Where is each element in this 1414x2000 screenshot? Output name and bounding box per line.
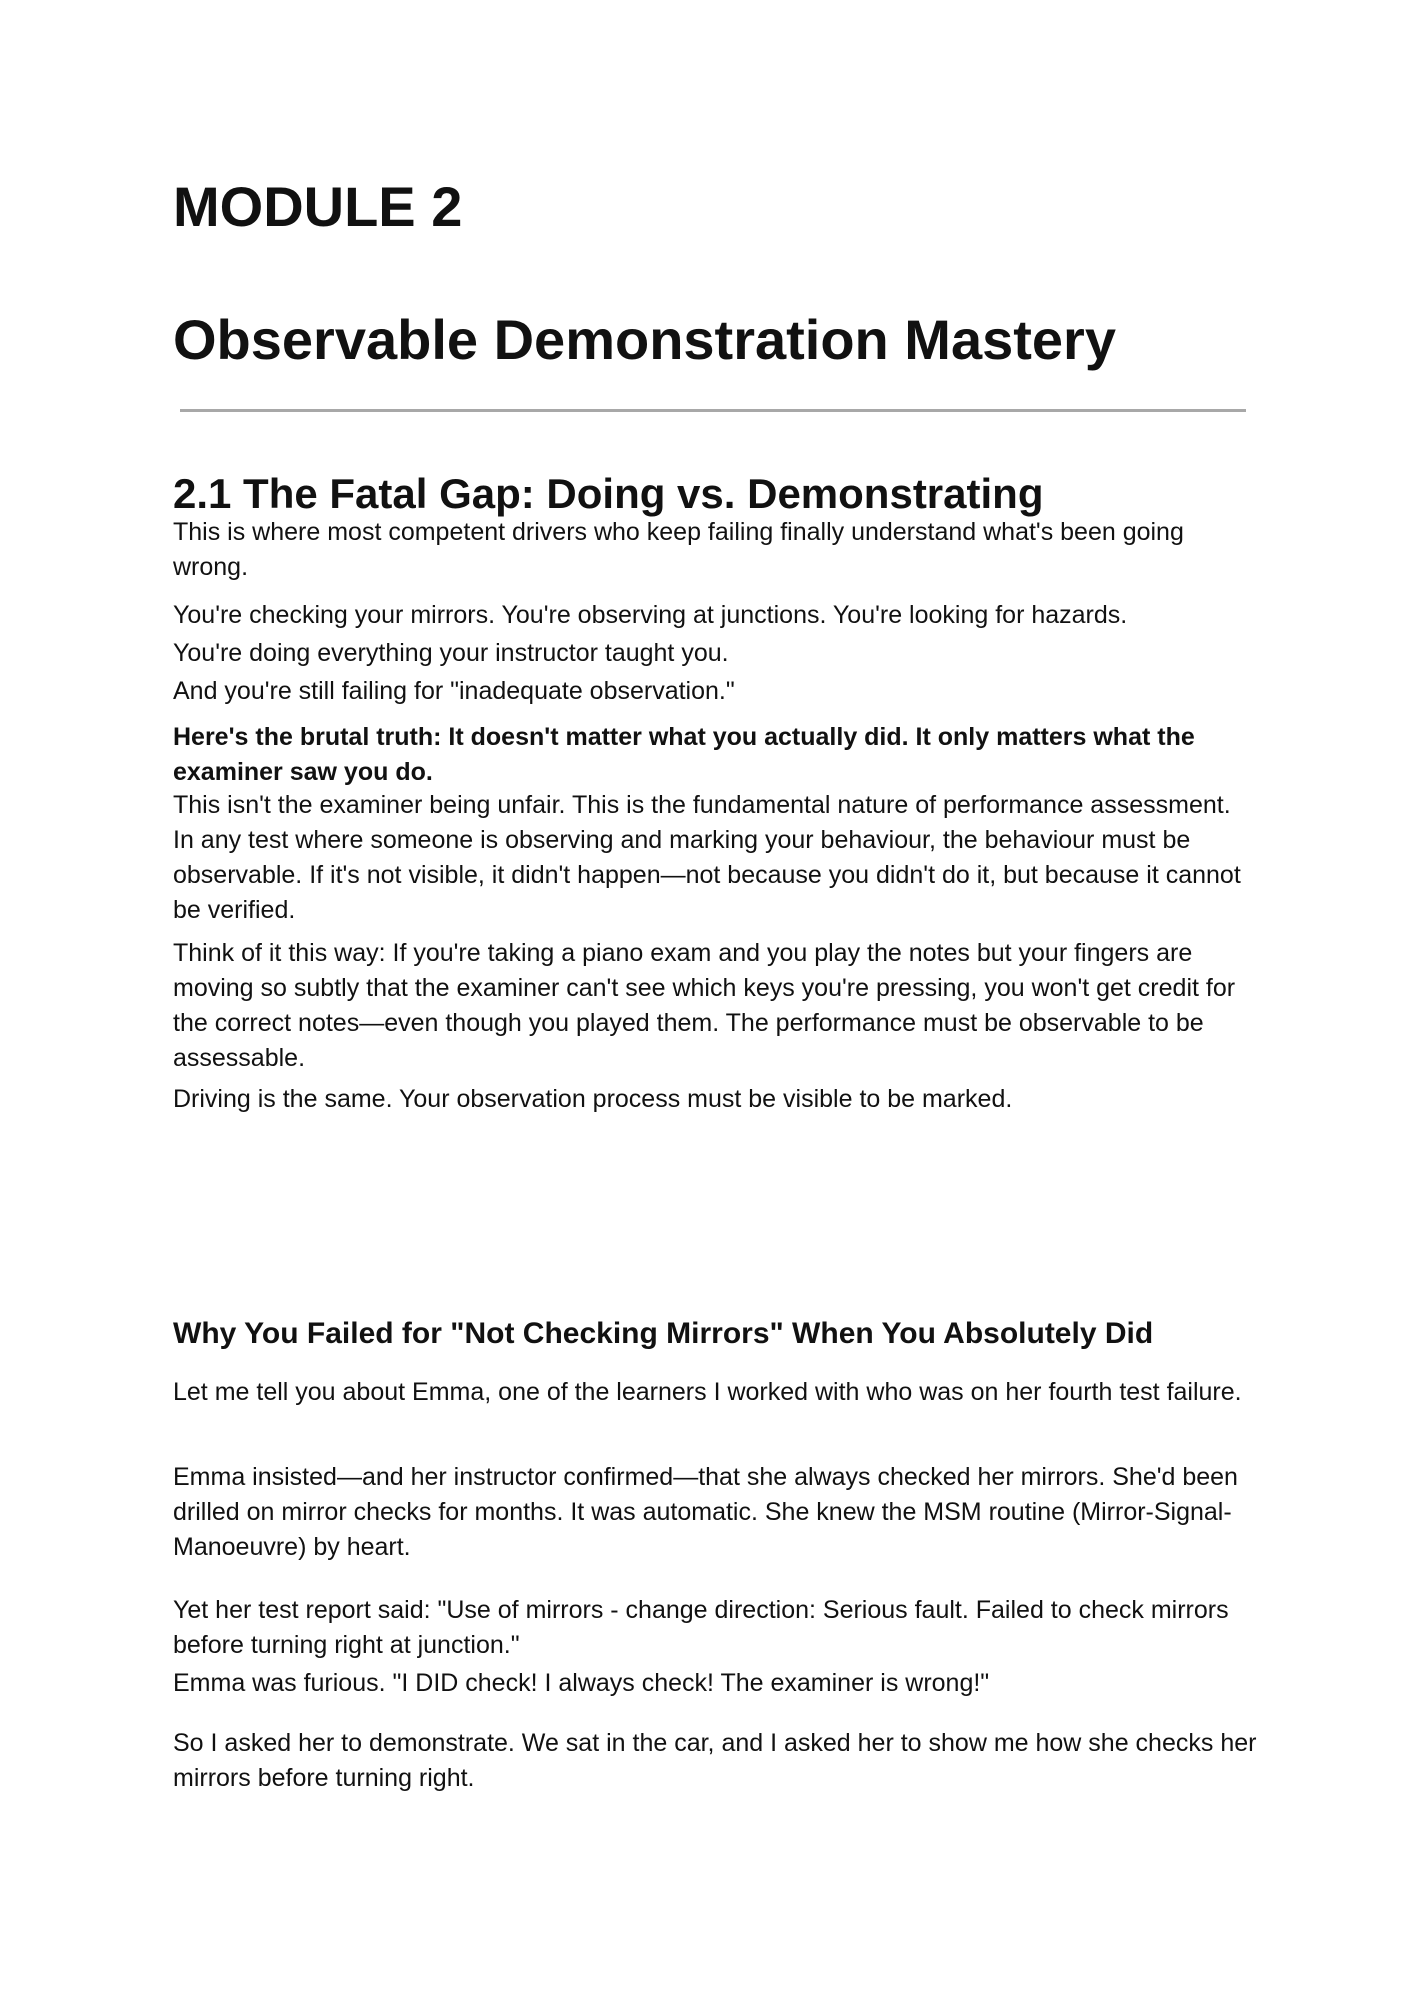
section-paragraph-still-failing: And you're still failing for "inadequate observation." — [173, 677, 735, 705]
section-paragraph-piano: Think of it this way: If you're taking a piano exam and you play the notes but your fingers are moving so subtly that the examiner can't see which keys you're pressing, you won't get credit for the correct notes—even though you played them. The performance must be observable to be assessable. — [173, 939, 1236, 1072]
module-title: Observable Demonstration Mastery — [173, 308, 1116, 371]
subsection-paragraph-insisted: Emma insisted—and her instructor confirmed—that she always checked her mirrors. She'd been drilled on mirror checks for months. It was automatic. She knew the MSM routine (Mirror-Signal-Manoeuvre) by heart. — [173, 1463, 1238, 1561]
section-paragraph-checking: You're checking your mirrors. You're observing at junctions. You're looking for hazards. — [173, 601, 1128, 629]
horizontal-divider — [180, 409, 1246, 412]
subsection-paragraph-test-report: Yet her test report said: "Use of mirrors - change direction: Serious fault. Failed to check mirrors before turning right at junction." — [173, 1596, 1229, 1659]
module-label: MODULE 2 — [173, 175, 463, 238]
subsection-paragraph-furious: Emma was furious. "I DID check! I always check! The examiner is wrong!" — [173, 1669, 990, 1697]
subsection-title: Why You Failed for "Not Checking Mirrors" When You Absolutely Did — [173, 1317, 1154, 1350]
section-paragraph-intro: This is where most competent drivers who keep failing finally understand what's been going wrong. — [173, 518, 1184, 581]
section-title: 2.1 The Fatal Gap: Doing vs. Demonstrating — [173, 470, 1044, 517]
section-paragraph-brutal-truth: Here's the brutal truth: It doesn't matter what you actually did. It only matters what the examiner saw you do. — [173, 723, 1195, 786]
subsection-paragraph-demonstrate: So I asked her to demonstrate. We sat in the car, and I asked her to show me how she checks her mirrors before turning right. — [173, 1729, 1257, 1792]
subsection-paragraph-emma: Let me tell you about Emma, one of the learners I worked with who was on her fourth test failure. — [173, 1378, 1242, 1406]
section-paragraph-instructor: You're doing everything your instructor taught you. — [173, 639, 729, 667]
section-paragraph-driving: Driving is the same. Your observation process must be visible to be marked. — [173, 1085, 1013, 1113]
section-paragraph-assessment: This isn't the examiner being unfair. This is the fundamental nature of performance assessment. In any test where someone is observing and marking your behaviour, the behaviour must be observable. If it's not visible, it didn't happen—not because you didn't do it, but because it cannot be verified. — [173, 791, 1241, 924]
